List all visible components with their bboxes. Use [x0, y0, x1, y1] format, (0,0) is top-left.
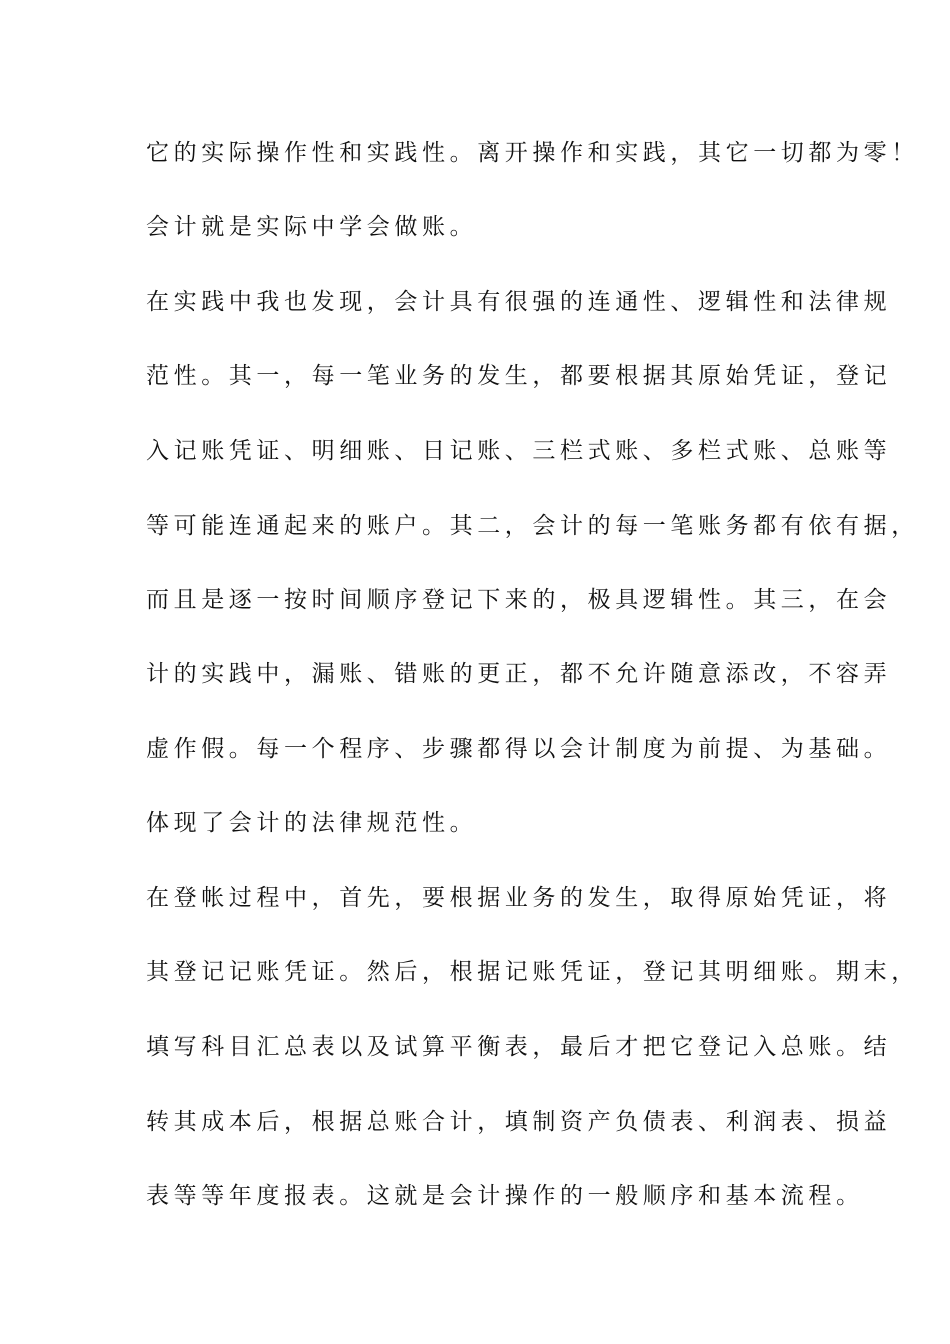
text-line: 在登帐过程中，首先，要根据业务的发生，取得原始凭证，将	[146, 885, 892, 911]
text-line: 入记账凭证、明细账、日记账、三栏式账、多栏式账、总账等	[146, 438, 892, 464]
text-line: 计的实践中，漏账、错账的更正，都不允许随意添改，不容弄	[146, 661, 892, 687]
text-line: 在实践中我也发现，会计具有很强的连通性、逻辑性和法律规	[146, 289, 892, 315]
text-line: 而且是逐一按时间顺序登记下来的，极具逻辑性。其三，在会	[146, 587, 892, 613]
text-line: 填写科目汇总表以及试算平衡表，最后才把它登记入总账。结	[146, 1034, 892, 1060]
text-line: 等可能连通起来的账户。其二，会计的每一笔账务都有依有据，	[146, 513, 919, 539]
text-line: 虚作假。每一个程序、步骤都得以会计制度为前提、为基础。	[146, 736, 892, 762]
text-line: 转其成本后，根据总账合计，填制资产负债表、利润表、损益	[146, 1109, 892, 1135]
text-line: 表等等年度报表。这就是会计操作的一般顺序和基本流程。	[146, 1183, 864, 1209]
text-line: 它的实际操作性和实践性。离开操作和实践，其它一切都为零！	[146, 140, 919, 166]
text-line: 其登记记账凭证。然后，根据记账凭证，登记其明细账。期末，	[146, 959, 919, 985]
text-line: 范性。其一，每一笔业务的发生，都要根据其原始凭证，登记	[146, 363, 892, 389]
text-line: 会计就是实际中学会做账。	[146, 214, 478, 240]
text-line: 体现了会计的法律规范性。	[146, 810, 478, 836]
